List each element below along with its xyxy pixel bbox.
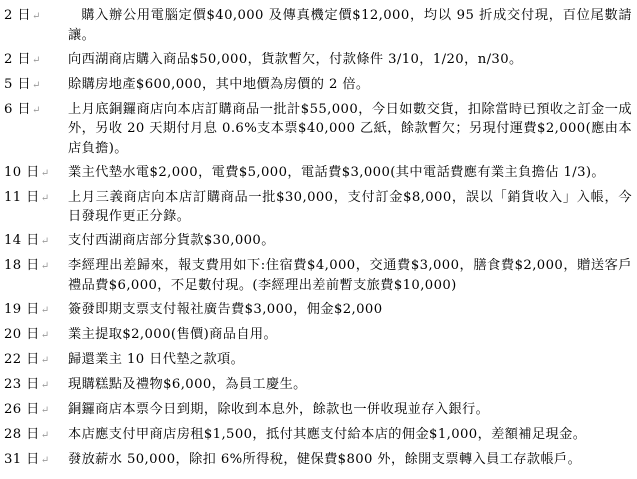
entry-description: 賒購房地產$600,000，其中地價為房價的 2 倍。 <box>68 76 370 92</box>
journal-entry <box>4 6 634 45</box>
entry-date: 5 日↵ <box>4 76 41 92</box>
entry-description: 向西湖商店購入商品$50,000，貨款暫欠，付款條件 3/10，1/20，n/30。 <box>68 51 523 67</box>
paragraph-mark-icon: ↵ <box>40 192 50 204</box>
entry-date: 2 日↵ <box>4 51 41 67</box>
journal-entry <box>4 75 634 96</box>
paragraph-mark-icon: ↵ <box>40 329 50 341</box>
journal-entry <box>4 163 634 184</box>
journal-entry <box>4 450 634 471</box>
paragraph-mark-icon: ↵ <box>31 11 41 22</box>
journal-entry <box>4 400 634 421</box>
entry-description: 簽發即期支票支付報社廣告費$3,000，佣金$2,000 <box>68 301 383 317</box>
paragraph-mark-icon: ↵ <box>40 167 50 179</box>
journal-entry <box>4 231 634 252</box>
entry-date: 23 日↵ <box>4 376 50 392</box>
paragraph-mark-icon: ↵ <box>40 261 50 273</box>
entry-date: 18 日↵ <box>4 258 50 274</box>
entry-date: 20 日↵ <box>4 326 50 342</box>
entry-date: 11 日↵ <box>4 189 50 205</box>
entry-date: 28 日↵ <box>4 426 50 442</box>
journal-entry <box>4 425 634 446</box>
entry-date: 26 日↵ <box>4 401 50 417</box>
paragraph-mark-icon: ↵ <box>40 429 50 441</box>
journal-entry <box>4 50 634 71</box>
paragraph-mark-icon: ↵ <box>31 54 41 66</box>
entry-date: 6 日↵ <box>4 101 41 117</box>
paragraph-mark-icon: ↵ <box>31 79 41 91</box>
entry-date: 22 日↵ <box>4 351 50 367</box>
paragraph-mark-icon: ↵ <box>40 454 50 466</box>
journal-entry <box>4 188 634 227</box>
entry-description: 現購糕點及禮物$6,000，為員工慶生。 <box>68 376 307 392</box>
paragraph-mark-icon: ↵ <box>40 236 50 248</box>
entry-description: 發放薪水 50,000，除扣 6%所得稅，健保費$800 外，餘開支票轉入員工存款帳戶。 <box>68 451 582 467</box>
entry-date: 2 日↵ <box>4 8 41 23</box>
entry-description: 支付西湖商店部分貨款$30,000。 <box>68 233 275 249</box>
journal-entry <box>4 256 634 295</box>
entry-description: 李經理出差歸來，報支費用如下:住宿費$4,000，交通費$3,000，膳食費$2,000，贈送客戶禮品費$6,000，不足數付現。(李經理出差前暫支旅費$10,000) <box>68 258 632 293</box>
entry-description: 業主提取$2,000(售價)商品自用。 <box>68 326 278 342</box>
entry-description: 本店應支付甲商店房租$1,500，抵付其應支付給本店的佣金$1,000，差額補足現金。 <box>68 426 587 442</box>
paragraph-mark-icon: ↵ <box>40 304 50 316</box>
journal-entry <box>4 375 634 396</box>
paragraph-mark-icon: ↵ <box>40 354 50 366</box>
paragraph-mark-icon: ↵ <box>31 104 41 116</box>
journal-entry <box>4 325 634 346</box>
entry-description: 業主代墊水電$2,000，電費$5,000，電話費$3,000(其中電話費應有業主負擔佔 1/3)。 <box>68 164 606 180</box>
entry-date: 31 日↵ <box>4 451 50 467</box>
entry-description: 上月底銅鑼商店向本店訂購商品一批計$55,000，今日如數交貨，扣除當時已預收之訂金一成外，另收 20 天期付月息 0.6%支本票$40,000 乙紙，餘款暫欠；另現付運費$2,000(應由本店負擔)。 <box>68 101 632 156</box>
entry-description: 上月三義商店向本店訂購商品一批$30,000，支付訂金$8,000，誤以「銷貨收入」入帳，今日發現作更正分錄。 <box>68 189 632 225</box>
entry-date: 14 日↵ <box>4 233 50 249</box>
paragraph-mark-icon: ↵ <box>40 379 50 391</box>
journal-entry <box>4 300 634 321</box>
entry-description: 購入辦公用電腦定價$40,000 及傳真機定價$12,000，均以 95 折成交付現，百位尾數請讓。 <box>68 8 632 43</box>
entry-date: 19 日↵ <box>4 301 50 317</box>
entry-date: 10 日↵ <box>4 164 50 180</box>
paragraph-mark-icon: ↵ <box>40 404 50 416</box>
journal-entry <box>4 350 634 371</box>
journal-entry <box>4 100 634 159</box>
entry-description: 歸還業主 10 日代墊之款項。 <box>68 351 245 367</box>
document-body <box>4 6 634 475</box>
entry-description: 銅鑼商店本票今日到期，除收到本息外，餘款也一併收現並存入銀行。 <box>68 401 490 417</box>
